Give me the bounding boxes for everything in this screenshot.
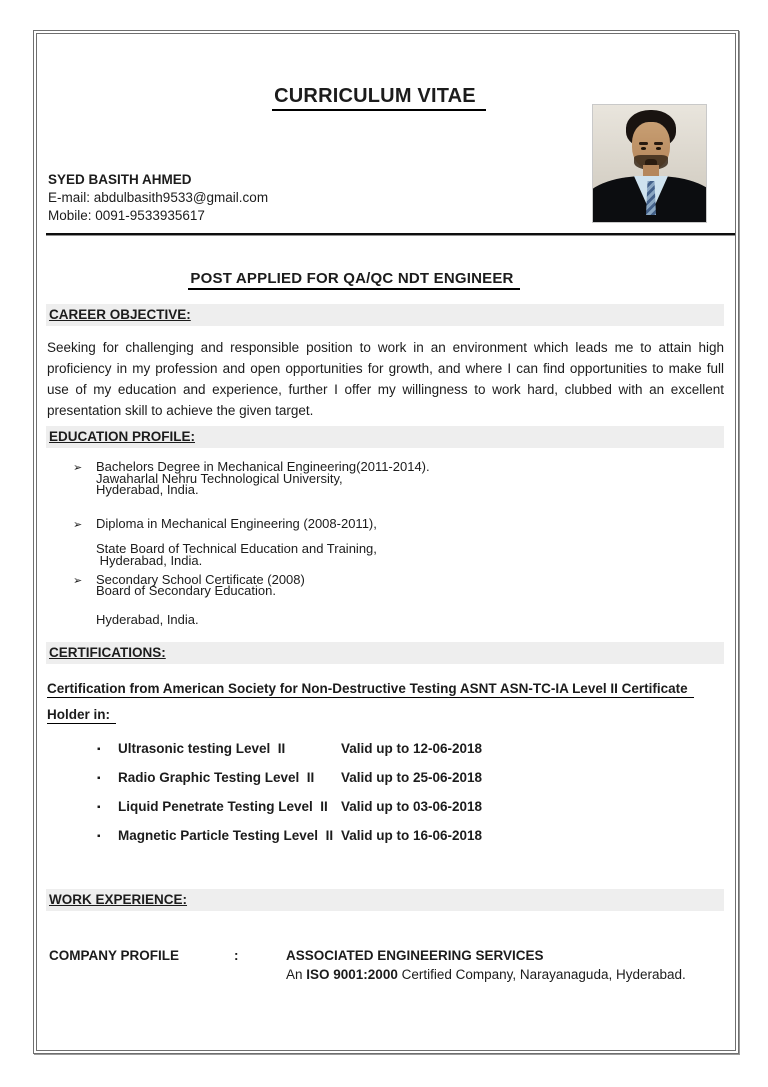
company-iso-certification: ISO 9001:2000 — [306, 967, 398, 982]
education-item-line: Hyderabad, India. — [96, 612, 199, 627]
certification-row — [97, 770, 697, 787]
certification-validity: Valid up to 03-06-2018 — [341, 799, 483, 814]
education-item-line: Diploma in Mechanical Engineering (2008-2011), — [96, 516, 377, 531]
document-title: CURRICULUM VITAE — [272, 85, 486, 111]
certification-intro-line2: Holder in: — [47, 707, 116, 724]
certifications-heading: CERTIFICATIONS: — [49, 645, 166, 660]
company-profile-label: COMPANY PROFILE — [49, 948, 180, 963]
certification-validity: Valid up to 16-06-2018 — [341, 828, 483, 843]
certification-name: Magnetic Particle Testing Level II — [118, 828, 334, 843]
education-item-line: Jawaharlal Nehru Technological University, — [96, 471, 343, 486]
header-divider-rule — [46, 233, 735, 236]
candidate-mobile: Mobile: 0091-9533935617 — [48, 208, 205, 223]
photo-tie — [646, 181, 656, 215]
company-description-rest: Certified Company, Narayanaguda, Hyderabad. — [397, 967, 686, 982]
square-bullet-icon: ▪ — [97, 802, 101, 813]
certification-row — [97, 828, 697, 845]
education-profile-heading: EDUCATION PROFILE: — [49, 429, 195, 444]
certification-name: Ultrasonic testing Level II — [118, 741, 286, 756]
certification-validity: Valid up to 12-06-2018 — [341, 741, 483, 756]
portrait-photo — [592, 104, 707, 223]
company-description — [286, 967, 686, 982]
company-name: ASSOCIATED ENGINEERING SERVICES — [286, 948, 544, 963]
section-bar-education-profile — [46, 426, 724, 448]
company-description-prefix: An — [286, 967, 307, 982]
certification-row — [97, 741, 697, 758]
certification-validity: Valid up to 25-06-2018 — [341, 770, 483, 785]
photo-eye-left — [641, 147, 646, 150]
certification-intro-line1: Certification from American Society for Non-Destructive Testing ASNT ASN-TC-IA Level II Certificate — [47, 681, 694, 698]
arrow-bullet-icon: ➢ — [73, 519, 83, 531]
company-profile-row — [49, 948, 725, 963]
photo-eyebrow-left — [639, 142, 648, 145]
square-bullet-icon: ▪ — [97, 744, 101, 755]
education-item-line: Hyderabad, India. — [96, 482, 199, 497]
education-item-line: Hyderabad, India. — [96, 553, 203, 568]
education-item-line: Bachelors Degree in Mechanical Engineering(2011-2014). — [96, 459, 430, 474]
section-bar-certifications — [46, 642, 724, 664]
section-bar-work-experience — [46, 889, 724, 911]
certification-row — [97, 799, 697, 816]
education-item-line: Board of Secondary Education. — [96, 583, 276, 598]
candidate-email: E-mail: abdulbasith9533@gmail.com — [48, 190, 269, 205]
post-applied-title: POST APPLIED FOR QA/QC NDT ENGINEER — [188, 270, 519, 290]
photo-eyebrow-right — [654, 142, 663, 145]
work-experience-heading: WORK EXPERIENCE: — [49, 892, 188, 907]
photo-eye-right — [656, 147, 661, 150]
education-item-line: Secondary School Certificate (2008) — [96, 572, 305, 587]
square-bullet-icon: ▪ — [97, 831, 101, 842]
certification-name: Radio Graphic Testing Level II — [118, 770, 315, 785]
contact-block — [48, 171, 268, 225]
career-objective-heading: CAREER OBJECTIVE: — [49, 307, 191, 322]
education-item-line: State Board of Technical Education and Training, — [96, 541, 377, 556]
arrow-bullet-icon: ➢ — [73, 462, 83, 474]
section-bar-career-objective — [46, 304, 724, 326]
career-objective-paragraph: Seeking for challenging and responsible position to work in an environment which leads me to attain high proficiency in my profession and open opportunities for growth, and where I can find opportunities to make full use of my education and experience, further I offer my willingness to work hard, clubbed with an excellent presentation skill to achieve the given target. — [47, 340, 724, 418]
certification-name: Liquid Penetrate Testing Level II — [118, 799, 328, 814]
post-applied-wrap — [34, 270, 674, 290]
cv-page — [33, 30, 739, 1054]
company-profile-colon: : — [234, 948, 239, 963]
square-bullet-icon: ▪ — [97, 773, 101, 784]
candidate-name: SYED BASITH AHMED — [48, 172, 192, 187]
arrow-bullet-icon: ➢ — [73, 575, 83, 587]
